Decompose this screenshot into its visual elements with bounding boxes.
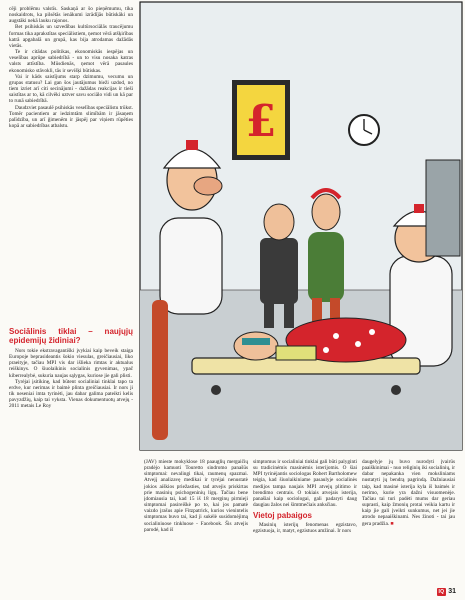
paragraph: Masinių isterijų fenomenas egzistavo, egzistuoja, ir, matyt, egzistuos amžinai. Ir nors xyxy=(253,522,357,535)
article-column-3 xyxy=(253,459,357,535)
article-column-1 xyxy=(9,6,133,129)
article-column-4 xyxy=(362,459,455,527)
framed-pound-picture xyxy=(232,80,290,160)
paragraph: Bet psihiskās un uzvedības kultūrsociālās traucējumu formas tika aprakstītas speciālistiem, ņemot vērā atšķirības katrā apgabalā un grupā, kas bija atrodamas dažādās vietās. xyxy=(9,24,133,49)
wall-clock-icon xyxy=(349,115,379,145)
paragraph xyxy=(362,459,455,527)
paragraph: (JAV) mieste mokyklose 18 paauglių mergaičių pradėjo kamuoti Touretto sindromo panašūs simptomai: nevalingi tikai, raumenų spazmai. Atvejį analizavę medikai ir tyrėjai nenustatė jokios aiškios priežasties, tad atvejis priskirtas prie masinių psichogeninių ligų. Tačiau bene įdomiausia tai, kad 15 iš 18 merginų pirmieji simptomai pasireiškė po to, kai jos pamatė vaizdo įrašus apie Fitzpatrick, kurios vienintelis simptomas buvo tai, kad ji sukėlė susidomėjimą socialiniuose tinkluose - Facebook. Šis atvejis parodė, kad iš xyxy=(144,459,248,533)
paragraph: Nors tokie ekstravagantiški įvykiai kaip beveik staiga Europoje beprasideantis šokio viesulas, greičiausiai, liko praeityje, tačiau MPI vis dar išlieka rimtas ir aktualus reiškinys. O šiuolaikinis socialinis gyvenimas, ypač kiberrealybė, sukuria naujas sąlygas, kuriose jie gali plisti. xyxy=(9,348,133,379)
paragraph: simptomus ir socialiniai tinklai gali būti palyginti su tradicinėmis masinėmis isterijomis. O šiai MPI tyrinėjantis sociologas Robert Bartholomew teigia, kad šiuolaikiniame pasaulyje socialinės medijos tampa naujais MPI atvejų plitimo ir brendimo centrais. O tokiais atvejais isterija, panašiai kaip sociologai, gali padaryti daug daugiau žalos nei šimtmečiais anksčiau. xyxy=(253,459,357,509)
paragraph: Te ir citādas politikas, ekonomiskās iespējas un veselības aprūpe sabiedrībā - un to visu nosaka katras valsts attīstība. Mūsdienās, ņemot vērā pasaules ekonomisko stāvokli, tās ir sevišķi būtiskas. xyxy=(9,49,133,74)
svg-text:£: £ xyxy=(245,96,277,147)
page-number: 31 xyxy=(448,588,456,595)
paragraph-text: daugelyje jų buvo nurodyti įvairūs paaiškinimai - nuo religinių iki socialinių, ir dabar nepakanka vien moksliniams nustatyti jų bendrą pagrindą. Dažniausiai taip, kad masinė isterija kyla iš baimės ir nerimo, kurie yra dažni visuomenėje. Tačiau tai turi padėti mums dar geriau suprasti, kaip žmonių protai veikia kartu ir kaip jie gali įveikti sunkumus, net jei jie atrodo nepaaiškinami. Nes žinoti - tai jau gera pradžia. xyxy=(362,459,455,527)
end-mark-icon: ■ xyxy=(390,520,394,527)
paragraph: Daudzviet pasaulē psihiskās veselības speciālistu trūkst. Tomēr pacientiem ar iedzimtām slimībām ir jāsaņem palīdzība, un arī ģimenēm ir jāspēj par viņiem rūpēties kopā ar sabiedrības atbalstu. xyxy=(9,104,133,129)
magazine-logo: IQ xyxy=(438,588,445,595)
article-column-1-lower xyxy=(9,326,133,410)
page-footer xyxy=(437,587,456,596)
cartoon-illustration xyxy=(136,0,465,452)
paragraph: cēji problēmu valstīs. Saskaņā ar šo pieņēmumu, tika noskaidrots, ka pilsētās ienākumi izrādījās būtiskāki un augstāki nekā lauku rajonos. xyxy=(9,6,133,25)
cabinet xyxy=(426,160,460,256)
section-subheading: Vietoj pabaigos xyxy=(253,511,312,521)
paragraph: Tyrėjai įsitikinę, kad būtent socialiniai tinklai tapo ta erdve, kur nerimas ir baimė plinta greičiausiai. Ir nors ji tik neseniai imta tyrinėti, jau dabar galima pateikti kelis pavyzdžių, kaip tai vyksta. Vienas dokumentuotų atvejų - 2011 metais Le Roy xyxy=(9,378,133,410)
article-column-2 xyxy=(144,459,248,533)
paragraph: Vai ir kāds saistījums starp dzimumu, vecumu un grupas statusu? Lai gan šos jautājumus bieži uzdod, no tiem izriet arī citi secinājumi - dažādas reakcijas ir tieši saistītas ar to, kā cilvēki uztver savu sociālo vidi un kā par to runā sabiedrībā. xyxy=(9,73,133,105)
section-subheading: Sociālinis tiklai – naujųjų epidemijų židiniai? xyxy=(9,327,133,345)
